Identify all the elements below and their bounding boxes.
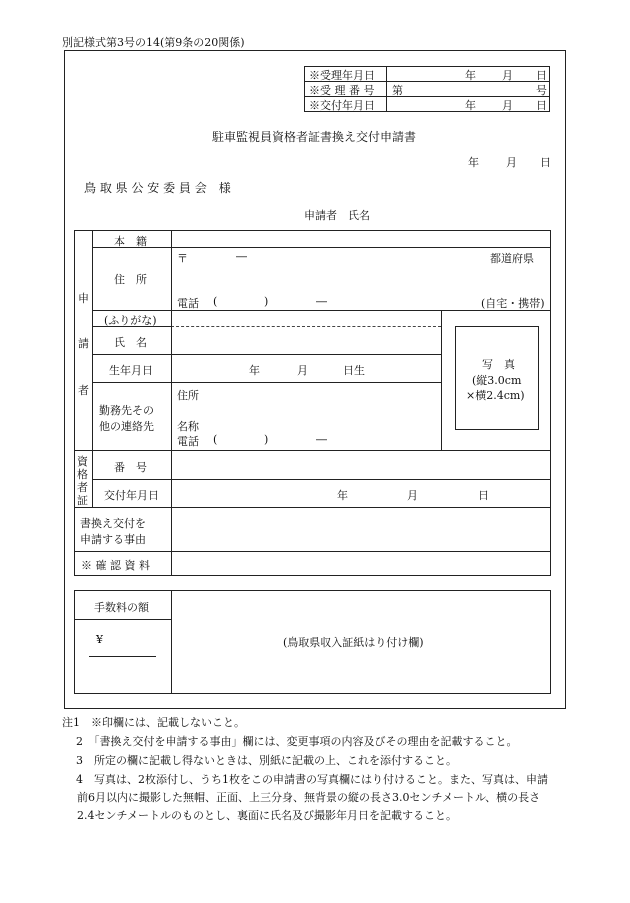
license-issue-month: 月 — [407, 489, 418, 502]
license-side-label-3: 者 — [77, 481, 88, 494]
note-3: 3 所定の欄に記載し得ないときは、別紙に記載の上、これを添付すること。 — [76, 754, 457, 767]
confirm-docs-label: ※ 確 認 資 料 — [81, 559, 150, 572]
reason-label-1: 書換え交付を — [80, 517, 146, 530]
fee-yen-mark: ¥ — [96, 633, 103, 646]
license-issue-date-label: 交付年月日 — [104, 489, 159, 502]
workplace-label-2: 他の連絡先 — [99, 420, 154, 433]
home-phone-close-paren: ) — [264, 295, 269, 308]
issued-year: 年 — [465, 99, 476, 112]
name-field[interactable] — [172, 327, 440, 353]
photo-height: (縦3.0cm — [472, 374, 522, 387]
license-side-label-1: 資 — [77, 455, 88, 468]
applicant-name-line: 申請者 氏名 — [304, 209, 370, 222]
honseki-label: 本 籍 — [114, 235, 147, 248]
workplace-phone-open-paren: ( — [213, 433, 218, 446]
license-number-label: 番 号 — [114, 461, 147, 474]
form-title: 駐車監視員資格者証書換え交付申請書 — [212, 130, 417, 144]
license-side-label-2: 格 — [77, 468, 88, 481]
note-4-line-2: 前6月以内に撮影した無帽、正面、上三分身、無背景の縦の長さ3.0センチメートル、横の長さ — [77, 791, 541, 804]
prefecture-label: 都道府県 — [490, 252, 534, 265]
received-date-label: ※受理年月日 — [309, 69, 375, 82]
furigana-label: (ふりがな) — [104, 314, 157, 327]
reason-label-2: 申請する事由 — [80, 533, 146, 546]
fee-label: 手数料の額 — [94, 601, 149, 614]
note-4-line-1: 4 写真は、2枚添付し、うち1枚をこの申請書の写真欄にはり付けること。また、写真は、申請 — [76, 773, 548, 786]
name-label: 氏 名 — [114, 336, 147, 349]
home-mobile-label: (自宅・携帯) — [481, 297, 545, 310]
note-2: 2 「書換え交付を申請する事由」欄には、変更事項の内容及びその理由を記載すること。 — [76, 735, 518, 748]
home-phone-open-paren: ( — [213, 295, 218, 308]
honseki-field[interactable] — [172, 231, 549, 246]
issued-month: 月 — [502, 99, 513, 112]
workplace-phone-dash: ― — [316, 433, 327, 446]
issued-day: 日 — [536, 99, 547, 112]
home-phone-label: 電話 — [177, 297, 199, 310]
fee-amount-underline — [89, 656, 156, 657]
home-phone-dash: ― — [316, 295, 327, 308]
date-year: 年 — [468, 156, 479, 169]
applicant-side-label-3: 者 — [78, 384, 89, 397]
workplace-phone-label: 電話 — [177, 435, 199, 448]
photo-label: 写 真 — [482, 358, 515, 371]
received-day: 日 — [536, 69, 547, 82]
license-number-field[interactable] — [172, 451, 549, 478]
postal-mark: 〒 — [177, 252, 188, 265]
revenue-stamp-area: (鳥取県収入証紙はり付け欄) — [283, 636, 424, 649]
outer-frame-left — [64, 50, 65, 709]
outer-frame-right — [565, 50, 566, 709]
outer-frame-bottom — [64, 708, 566, 709]
outer-frame-top — [64, 50, 566, 51]
note-4-line-3: 2.4センチメートルのものとし、裏面に氏名及び撮影年月日を記載すること。 — [77, 809, 458, 822]
license-issue-date-field[interactable] — [172, 480, 549, 506]
received-year: 年 — [465, 69, 476, 82]
workplace-label-1: 勤務先その — [99, 404, 154, 417]
workplace-address-label: 住所 — [177, 389, 199, 402]
applicant-side-label-1: 申 — [78, 292, 89, 305]
dob-year: 年 — [249, 364, 260, 377]
license-side-label-4: 証 — [77, 494, 88, 507]
workplace-phone-close-paren: ) — [264, 433, 269, 446]
postal-dash: ― — [236, 250, 247, 263]
workplace-name-label: 名称 — [177, 420, 199, 433]
form-number-note: 別記様式第3号の14(第9条の20関係) — [62, 36, 245, 49]
reason-field[interactable] — [172, 508, 549, 550]
confirm-docs-field[interactable] — [172, 552, 549, 574]
photo-width: ×横2.4cm) — [466, 389, 525, 402]
furigana-field[interactable] — [172, 311, 440, 325]
applicant-side-label-2: 請 — [78, 337, 89, 350]
issued-date-label: ※交付年月日 — [309, 99, 375, 112]
date-day: 日 — [540, 156, 551, 169]
address-label: 住 所 — [114, 273, 147, 286]
received-number-dai: 第 — [392, 84, 403, 97]
fee-amount-field[interactable] — [106, 625, 162, 653]
dob-label: 生年月日 — [109, 364, 153, 377]
license-issue-day: 日 — [478, 489, 489, 502]
received-number-go: 号 — [536, 84, 547, 97]
license-issue-year: 年 — [337, 489, 348, 502]
addressee: 鳥 取 県 公 安 委 員 会 様 — [84, 181, 231, 195]
date-month: 月 — [506, 156, 517, 169]
received-month: 月 — [502, 69, 513, 82]
dob-day: 日生 — [343, 364, 365, 377]
received-number-label: ※受 理 番 号 — [309, 84, 375, 97]
note-1: 注1 ※印欄には、記載しないこと。 — [62, 716, 245, 729]
dob-month: 月 — [297, 364, 308, 377]
